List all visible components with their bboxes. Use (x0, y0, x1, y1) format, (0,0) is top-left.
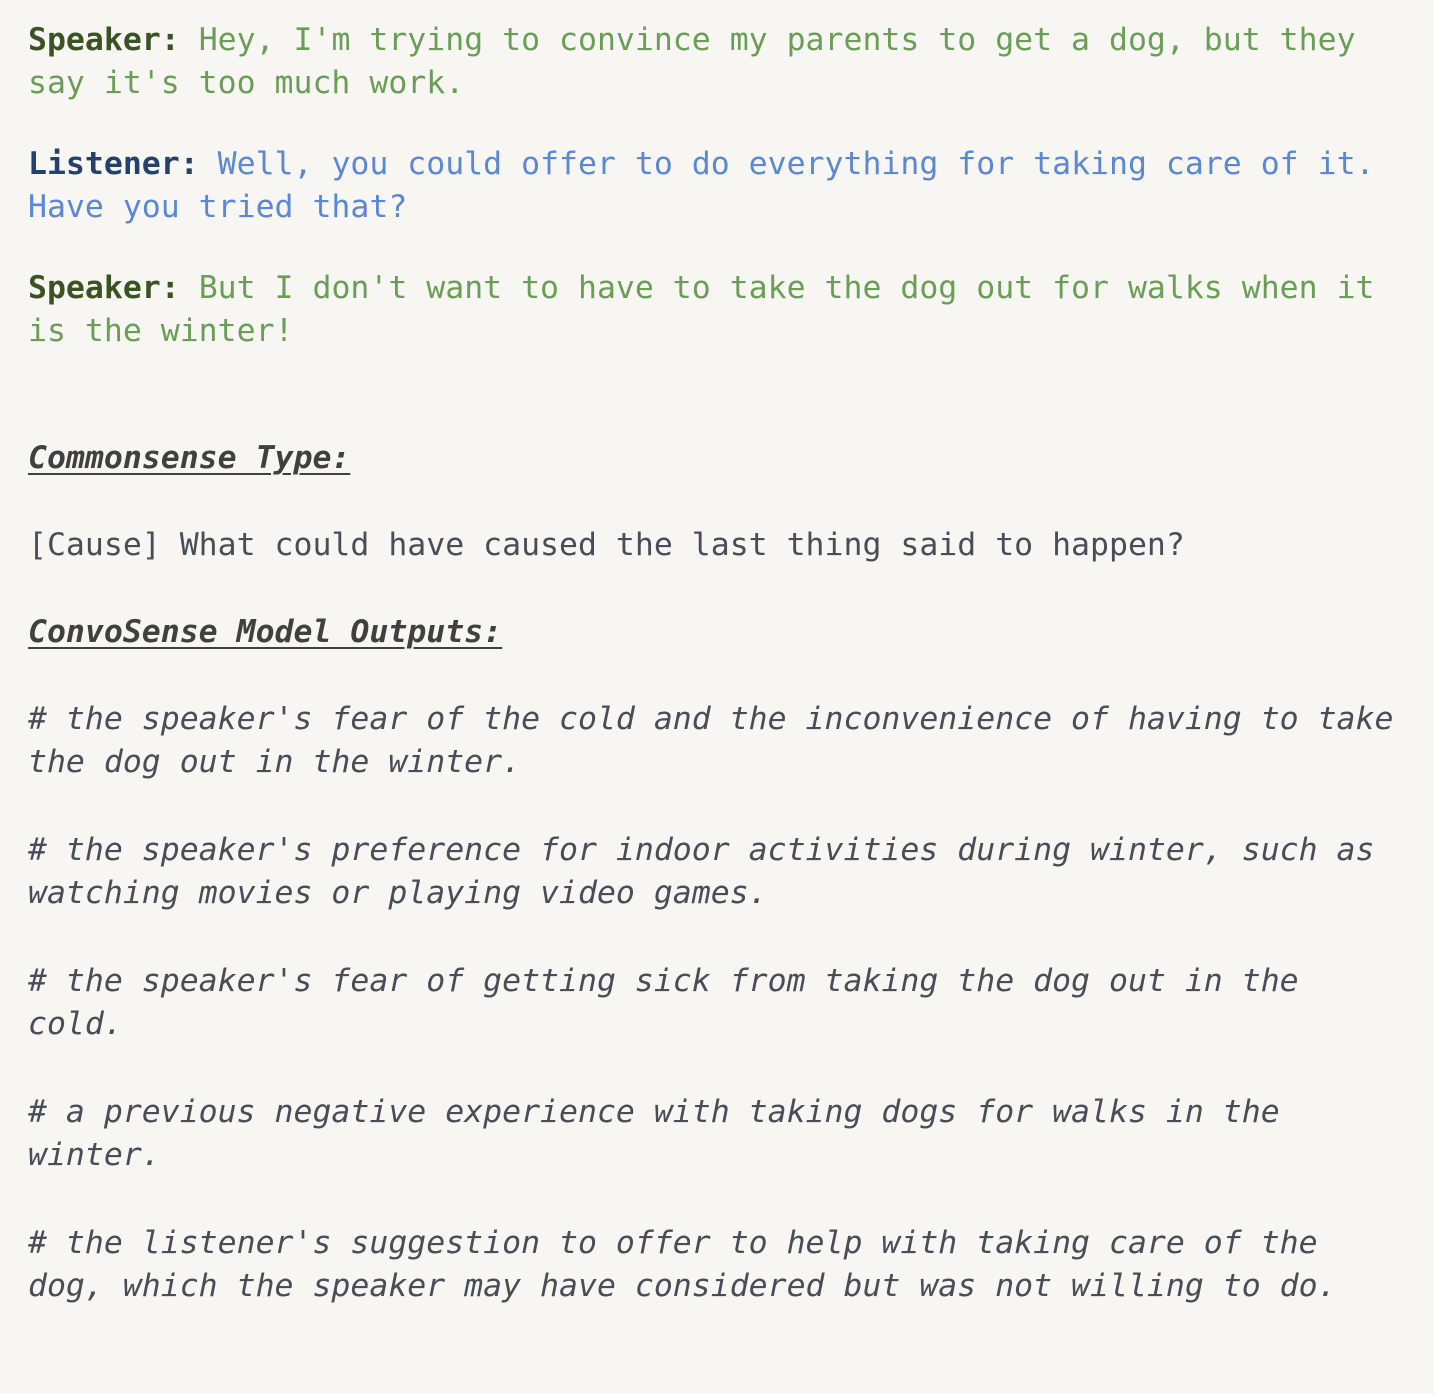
commonsense-type-heading: Commonsense Type: (28, 440, 351, 476)
model-output-item: # the speaker's fear of the cold and the inconvenience of having to take the dog out in the winter. (28, 701, 1413, 780)
model-output-item: # the speaker's fear of getting sick from taking the dog out in the cold. (28, 963, 1318, 1042)
dialogue-turn-speaker (28, 19, 1406, 105)
model-output-item: # the listener's suggestion to offer to help with taking care of the dog, which the speaker may have considered but was not willing to do. (28, 1225, 1337, 1304)
dialogue-turn-listener (28, 143, 1406, 229)
speaker-label: Speaker: (28, 270, 180, 306)
listener-label: Listener: (28, 146, 199, 182)
model-outputs-section (28, 611, 1413, 1308)
dialogue (28, 19, 1406, 353)
commonsense-question: [Cause] What could have caused the last thing said to happen? (28, 527, 1185, 563)
model-outputs-list (28, 698, 1413, 1308)
speaker-label: Speaker: (28, 22, 180, 58)
model-output-item: # the speaker's preference for indoor activities during winter, such as watching movies or playing video games. (28, 832, 1394, 911)
listener-utterance: Well, you could offer to do everything for taking care of it. Have you tried that? (28, 146, 1394, 225)
model-output-item: # a previous negative experience with taking dogs for walks in the winter. (28, 1094, 1299, 1173)
speaker-utterance: Hey, I'm trying to convince my parents to get a dog, but they say it's too much work. (28, 22, 1375, 101)
commonsense-type-section (28, 437, 1406, 567)
dialogue-turn-speaker (28, 267, 1406, 353)
speaker-utterance: But I don't want to have to take the dog out for walks when it is the winter! (28, 270, 1394, 349)
model-outputs-heading: ConvoSense Model Outputs: (28, 614, 503, 650)
